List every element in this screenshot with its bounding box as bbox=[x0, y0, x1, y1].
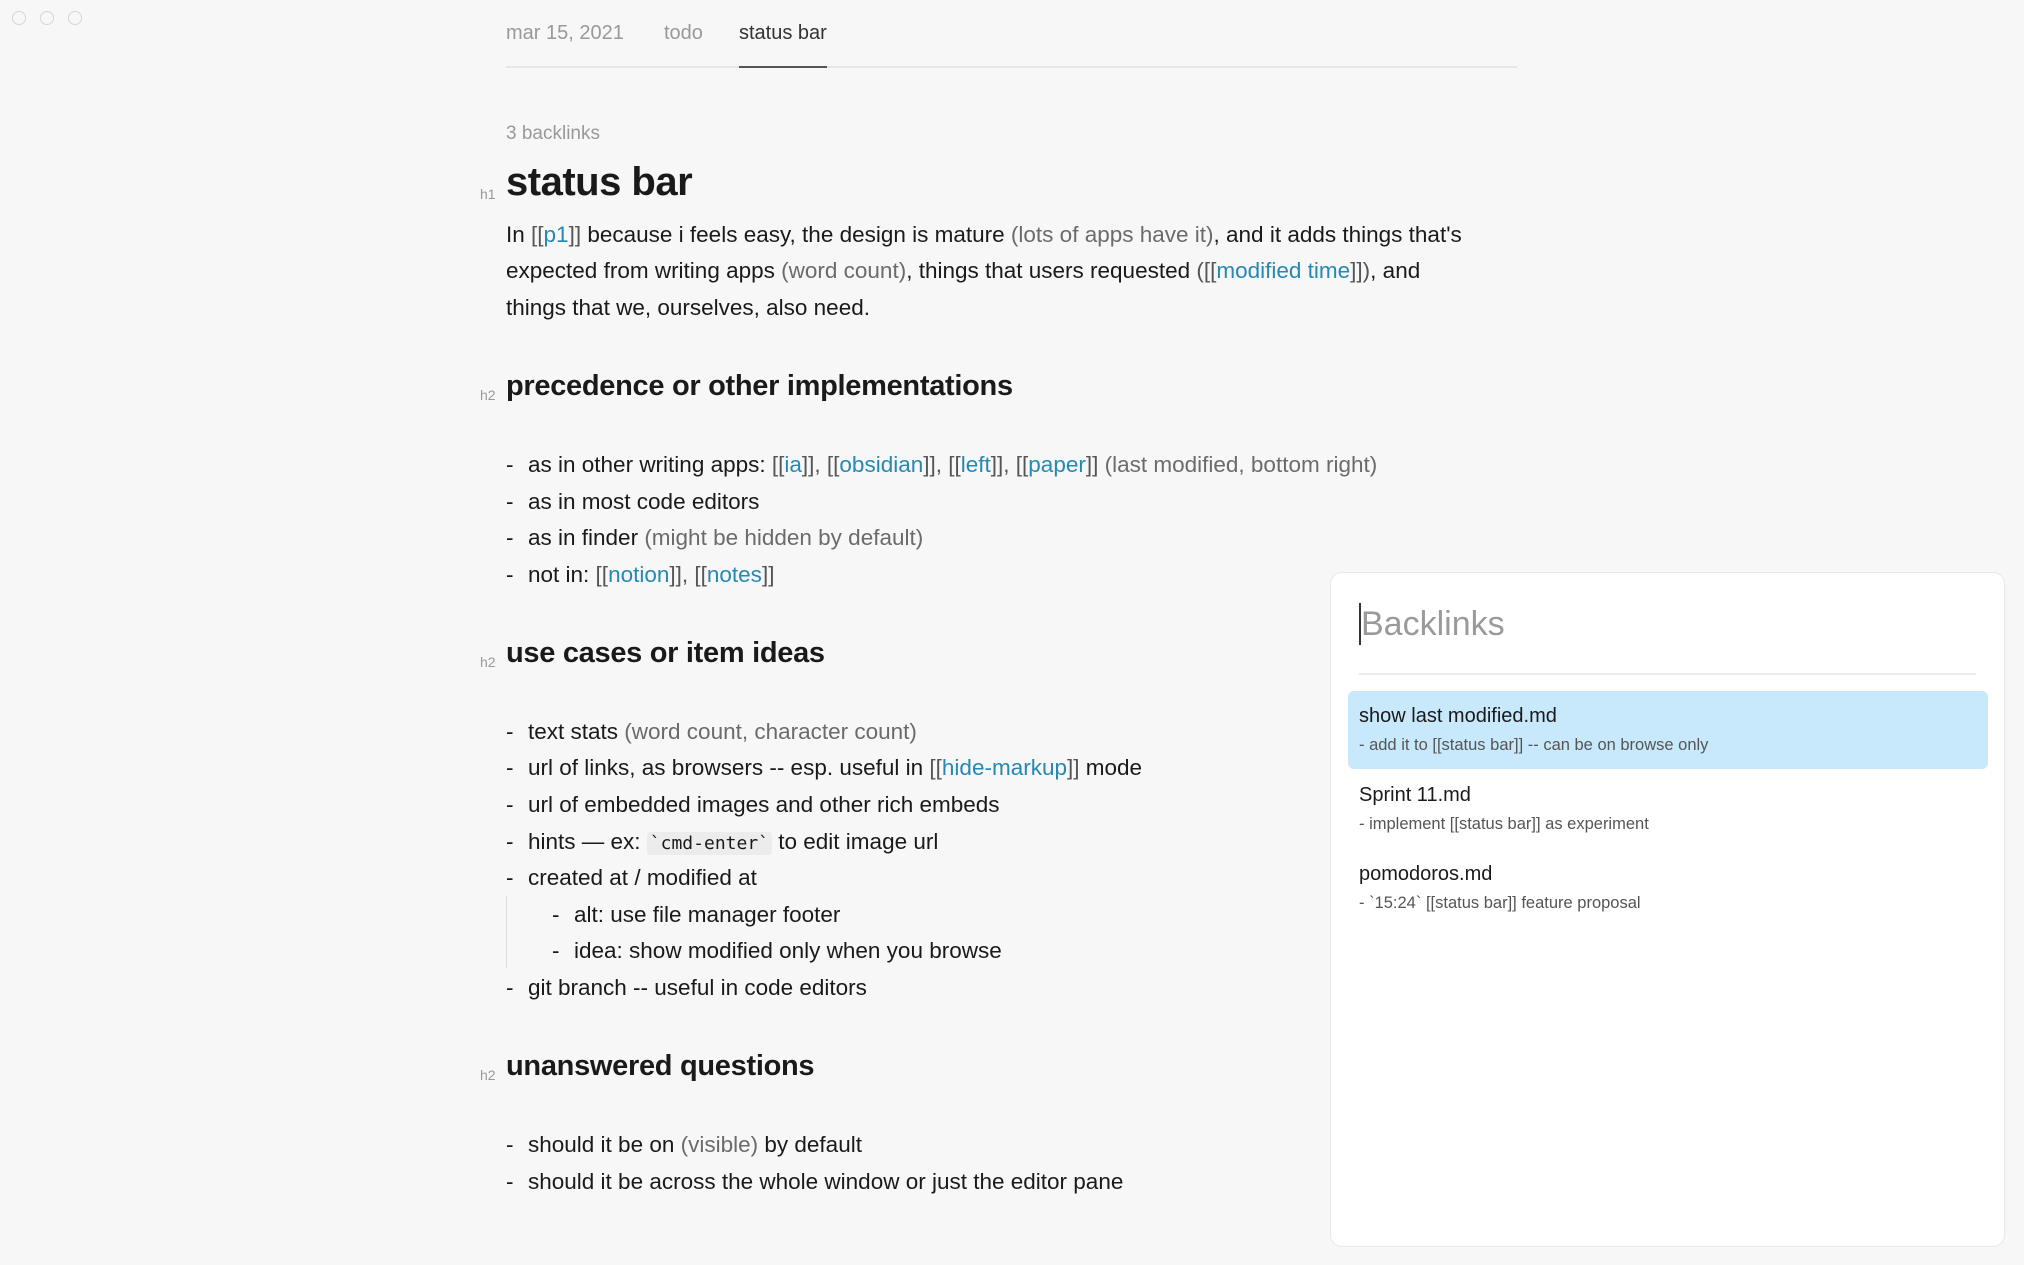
bullet-dash: - bbox=[506, 975, 514, 1000]
wiki-link[interactable]: notion bbox=[608, 562, 670, 587]
list-item bbox=[506, 1132, 862, 1158]
tab-todo[interactable]: todo bbox=[664, 22, 703, 44]
text-segment: (word count, character count) bbox=[624, 719, 917, 744]
wiki-link[interactable]: left bbox=[960, 452, 991, 477]
backlink-title: pomodoros.md bbox=[1359, 863, 1493, 885]
nested-list-guide bbox=[506, 896, 507, 968]
text-segment: [[ bbox=[771, 452, 785, 477]
text-segment: (lots of apps have it) bbox=[1010, 222, 1214, 247]
text-segment: by default bbox=[758, 1132, 862, 1157]
backlink-result[interactable] bbox=[1348, 691, 1988, 769]
backlinks-panel bbox=[1330, 572, 2005, 1247]
text-segment: mode bbox=[1079, 755, 1143, 780]
wiki-link[interactable]: hide-markup bbox=[941, 755, 1067, 780]
page-title: status bar bbox=[506, 160, 693, 204]
section-heading: precedence or other implementations bbox=[506, 370, 1013, 402]
text-segment: ]], [[ bbox=[990, 452, 1029, 477]
text-segment: url of links, as browsers -- esp. useful in bbox=[528, 755, 930, 780]
text-segment: expected from writing apps bbox=[506, 258, 782, 283]
text-segment: (might be hidden by default) bbox=[644, 525, 924, 550]
text-segment: not in: bbox=[528, 562, 596, 587]
text-segment: ]] bbox=[761, 562, 775, 587]
text-segment: text stats bbox=[528, 719, 625, 744]
bullet-dash: - bbox=[552, 902, 560, 927]
text-segment: [[ bbox=[595, 562, 609, 587]
list-item bbox=[506, 975, 867, 1001]
text-segment: as in other writing apps: bbox=[528, 452, 772, 477]
text-segment: alt: use file manager footer bbox=[574, 902, 841, 927]
bullet-dash: - bbox=[506, 865, 514, 890]
text-segment: (last modified, bottom right) bbox=[1098, 452, 1378, 477]
wiki-link[interactable]: obsidian bbox=[839, 452, 924, 477]
text-segment: as in finder bbox=[528, 525, 645, 550]
bullet-dash: - bbox=[552, 938, 560, 963]
backlink-title: Sprint 11.md bbox=[1359, 784, 1471, 806]
text-segment: things that we, ourselves, also need. bbox=[506, 295, 870, 320]
list-item bbox=[506, 865, 757, 891]
text-segment: , and bbox=[1370, 258, 1421, 283]
section-heading: use cases or item ideas bbox=[506, 637, 825, 669]
bullet-dash: - bbox=[506, 1169, 514, 1194]
text-segment: [[ bbox=[929, 755, 942, 780]
text-segment: because i feels easy, the design is mature bbox=[581, 222, 1011, 247]
nested-list-item bbox=[552, 902, 840, 928]
text-segment: ]] bbox=[1066, 755, 1080, 780]
text-segment: to edit image url bbox=[772, 829, 939, 854]
bullet-dash: - bbox=[506, 829, 514, 854]
window-zoom-button[interactable] bbox=[68, 11, 82, 25]
text-segment: , and it adds things that's bbox=[1213, 222, 1462, 247]
backlink-title: show last modified.md bbox=[1359, 705, 1557, 727]
list-item bbox=[506, 489, 759, 515]
wiki-link[interactable]: modified time bbox=[1216, 258, 1351, 283]
heading-level-marker: h1 bbox=[480, 186, 496, 202]
bullet-dash: - bbox=[506, 755, 514, 780]
text-segment: created at / modified at bbox=[528, 865, 757, 890]
backlink-snippet: - `15:24` [[status bar]] feature proposal bbox=[1359, 894, 1641, 912]
intro-line bbox=[506, 258, 1420, 284]
text-segment: ]], [[ bbox=[801, 452, 840, 477]
tab-date[interactable]: mar 15, 2021 bbox=[506, 22, 624, 44]
bullet-dash: - bbox=[506, 562, 514, 587]
bullet-dash: - bbox=[506, 489, 514, 514]
list-item bbox=[506, 452, 1377, 478]
wiki-link[interactable]: paper bbox=[1028, 452, 1086, 477]
text-segment: ]]) bbox=[1350, 258, 1371, 283]
tab-status-bar[interactable]: status bar bbox=[739, 22, 827, 68]
bullet-dash: - bbox=[506, 719, 514, 744]
text-segment: ([[ bbox=[1196, 258, 1217, 283]
bullet-dash: - bbox=[506, 525, 514, 550]
heading-level-marker: h2 bbox=[480, 654, 496, 670]
text-segment: idea: show modified only when you browse bbox=[574, 938, 1002, 963]
text-segment: In bbox=[506, 222, 532, 247]
text-segment: should it be on bbox=[528, 1132, 681, 1157]
backlinks-count[interactable]: 3 backlinks bbox=[506, 123, 600, 144]
intro-line bbox=[506, 295, 870, 321]
text-segment: (word count) bbox=[781, 258, 907, 283]
bullet-dash: - bbox=[506, 792, 514, 817]
text-segment: git branch -- useful in code editors bbox=[528, 975, 867, 1000]
heading-level-marker: h2 bbox=[480, 1067, 496, 1083]
text-segment: ]], [[ bbox=[669, 562, 707, 587]
backlinks-search-input[interactable]: Backlinks bbox=[1361, 605, 1505, 643]
backlink-snippet: - implement [[status bar]] as experiment bbox=[1359, 815, 1649, 833]
text-segment: hints — ex: bbox=[528, 829, 647, 854]
wiki-link[interactable]: notes bbox=[706, 562, 762, 587]
text-segment: should it be across the whole window or just the editor pane bbox=[528, 1169, 1124, 1194]
panel-divider bbox=[1359, 673, 1976, 675]
text-segment: as in most code editors bbox=[528, 489, 760, 514]
text-segment: (visible) bbox=[680, 1132, 759, 1157]
nested-list-item bbox=[552, 938, 1002, 964]
list-item bbox=[506, 562, 774, 588]
text-segment: ]] bbox=[1085, 452, 1099, 477]
list-item bbox=[506, 755, 1142, 781]
text-segment: , things that users requested bbox=[906, 258, 1197, 283]
backlink-result[interactable] bbox=[1348, 849, 1988, 927]
text-segment: ]], [[ bbox=[923, 452, 961, 477]
backlink-result[interactable] bbox=[1348, 770, 1988, 848]
list-item bbox=[506, 829, 938, 855]
intro-line bbox=[506, 222, 1462, 248]
list-item bbox=[506, 1169, 1123, 1195]
list-item bbox=[506, 719, 917, 745]
wiki-link[interactable]: ia bbox=[784, 452, 802, 477]
section-heading: unanswered questions bbox=[506, 1050, 815, 1082]
text-segment: url of embedded images and other rich embeds bbox=[528, 792, 1000, 817]
bullet-dash: - bbox=[506, 452, 514, 477]
text-segment: ]] bbox=[568, 222, 582, 247]
bullet-dash: - bbox=[506, 1132, 514, 1157]
backlink-snippet: - add it to [[status bar]] -- can be on browse only bbox=[1359, 736, 1709, 754]
heading-level-marker: h2 bbox=[480, 387, 496, 403]
list-item bbox=[506, 525, 923, 551]
inline-code: `cmd-enter` bbox=[647, 832, 772, 855]
list-item bbox=[506, 792, 1000, 818]
text-segment: [[ bbox=[531, 222, 544, 247]
window-close-button[interactable] bbox=[12, 11, 26, 25]
window-minimize-button[interactable] bbox=[40, 11, 54, 25]
wiki-link[interactable]: p1 bbox=[543, 222, 569, 247]
breadcrumb-tabs bbox=[506, 20, 1517, 68]
